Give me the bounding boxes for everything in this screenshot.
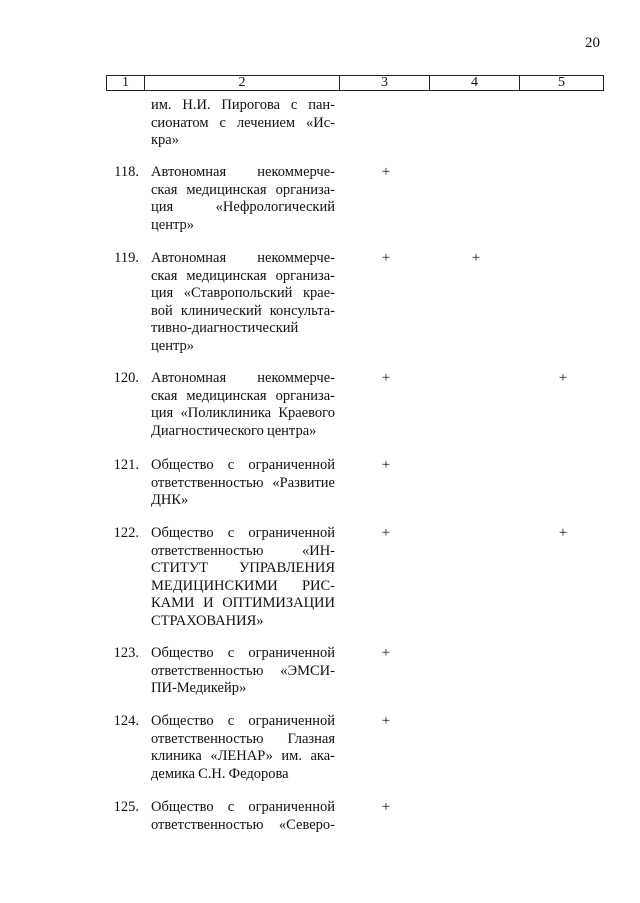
row-number: 123. — [113, 645, 139, 661]
row-number: 118. — [114, 164, 139, 180]
mark-col3: + — [381, 370, 391, 386]
column-header-3: 3 — [340, 76, 430, 90]
name-line: МЕДИЦИНСКИМИ РИС- — [151, 577, 335, 594]
name-line: ответственностью «ИН- — [151, 542, 335, 559]
organization-name — [151, 250, 335, 355]
name-line: вой клинический консульта- — [151, 302, 335, 319]
name-line: Автономная некоммерче- — [151, 250, 335, 266]
name-line: ответственностью Глазная — [151, 730, 335, 747]
organization-name — [151, 370, 335, 440]
page-number: 20 — [585, 35, 600, 51]
mark-col3: + — [381, 713, 391, 729]
row-number: 121. — [113, 457, 139, 473]
name-line: ответственностью «Развитие — [151, 474, 335, 491]
row-number: 124. — [113, 713, 139, 729]
name-line: ПИ-Медикейр» — [151, 680, 247, 696]
name-line: ответственностью «ЭМСИ- — [151, 662, 335, 679]
row-number: 125. — [113, 799, 139, 815]
name-line: ДНК» — [151, 492, 189, 508]
name-line: Общество с ограниченной — [151, 713, 335, 729]
name-line: ская медицинская организа- — [151, 181, 335, 198]
name-line: демика С.Н. Федорова — [151, 765, 289, 782]
mark-col3: + — [381, 645, 391, 661]
organization-name — [151, 457, 335, 510]
row-number: 120. — [113, 370, 139, 386]
name-line: тивно-диагностический — [151, 320, 299, 336]
name-line: ская медицинская организа- — [151, 387, 335, 404]
column-header-4: 4 — [430, 76, 520, 90]
name-line: им. Н.И. Пирогова с пан- — [151, 97, 335, 113]
name-line: ция «Поликлиника Краевого — [151, 405, 335, 421]
mark-col5: + — [558, 525, 568, 541]
row-number: 119. — [114, 250, 139, 266]
name-line: Автономная некоммерче- — [151, 370, 335, 386]
organization-name — [151, 164, 335, 234]
name-line: центр» — [151, 337, 194, 354]
name-line: Общество с ограниченной — [151, 457, 335, 473]
name-line: СТИТУТ УПРАВЛЕНИЯ — [151, 560, 335, 576]
mark-col3: + — [381, 799, 391, 815]
name-line: ская медицинская организа- — [151, 267, 335, 284]
name-line: Диагностического центра» — [151, 422, 317, 439]
name-line: ция «Ставропольский крае- — [151, 285, 335, 301]
table-header-row — [106, 75, 604, 91]
column-header-1: 1 — [107, 76, 145, 90]
name-line: КАМИ И ОПТИМИЗАЦИИ — [151, 595, 335, 611]
mark-col3: + — [381, 525, 391, 541]
mark-col5: + — [558, 370, 568, 386]
name-line: ция «Нефрологический — [151, 199, 335, 215]
mark-col3: + — [381, 164, 391, 180]
organization-name — [151, 713, 335, 783]
name-line: Общество с ограниченной — [151, 525, 335, 541]
column-header-5: 5 — [558, 75, 565, 90]
name-line: Автономная некоммерче- — [151, 164, 335, 180]
name-line: Общество с ограниченной — [151, 799, 335, 815]
name-line: клиника «ЛЕНАР» им. ака- — [151, 748, 335, 764]
organization-name — [151, 525, 335, 630]
mark-col3: + — [381, 457, 391, 473]
name-line: Общество с ограниченной — [151, 645, 335, 661]
name-line: сионатом с лечением «Ис- — [151, 114, 335, 131]
mark-col3: + — [381, 250, 391, 266]
name-line: центр» — [151, 216, 194, 233]
name-line: СТРАХОВАНИЯ» — [151, 612, 264, 629]
organization-name — [151, 97, 335, 150]
name-line: кра» — [151, 132, 179, 148]
organization-name — [151, 645, 335, 698]
name-line: ответственностью «Северо- — [151, 816, 335, 833]
column-header-2: 2 — [145, 76, 340, 90]
mark-col4: + — [471, 250, 481, 266]
organization-name — [151, 799, 335, 834]
row-number: 122. — [113, 525, 139, 541]
